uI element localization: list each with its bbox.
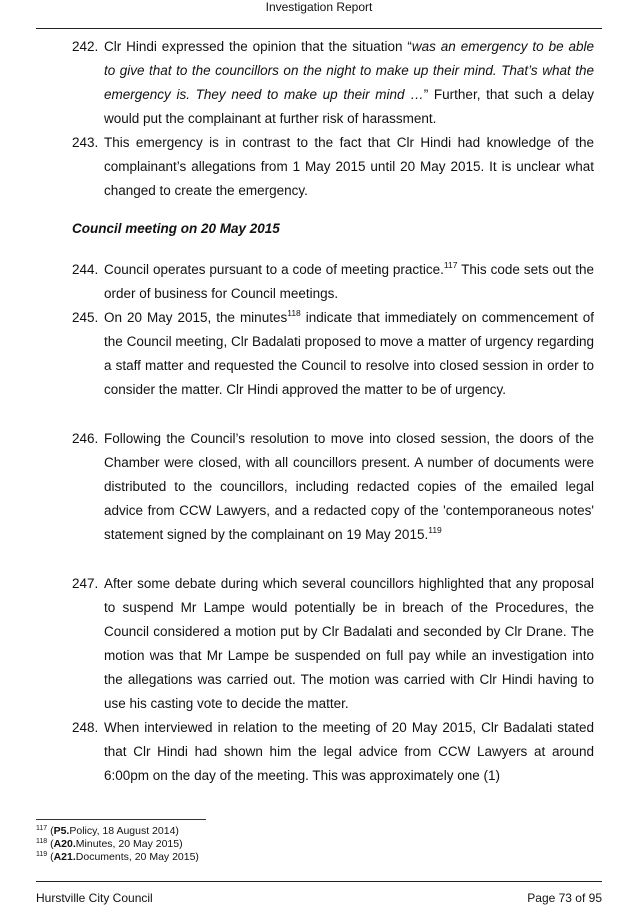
footnote-source-id: P5. [53,825,70,837]
paragraph-245 [72,306,594,402]
footnote-ref[interactable]: 118 [287,308,301,318]
text-run: Clr Hindi expressed the opinion that the situation “ [104,39,412,54]
quotation: was an emergency to be able to give that to the councillors on the night to make up their mind. That’s what the emergency is. They need to make up their mind … [104,39,595,102]
footnote-text: Minutes, 20 May 2015) [75,838,183,850]
footer-organisation: Hurstville City Council [36,891,153,905]
paragraph-number: 246. [72,431,99,446]
paragraph-243 [72,131,594,203]
footnote-ref[interactable]: 117 [443,260,458,270]
text-run: On 20 May 2015, the minutes [104,310,288,325]
paragraph-text: This emergency is in contrast to the fact that Clr Hindi had knowledge of the complainant’s allegations from 1 May 2015 until 20 May 2015. It is unclear what changed to create the emergency. [104,135,594,198]
paragraph-244 [72,258,594,306]
footnote-119: $^{119}$ (A21.Documents, 20 May 2015) [36,851,199,863]
text-run: ” Further, that such a delay would put the complainant at further risk of harassment. [104,87,594,126]
paragraph-text [104,427,594,547]
section-heading: Council meeting on 20 May 2015 [72,221,280,236]
paragraph-number: 243. [72,135,99,150]
text-run: Following the Council’s resolution to move into closed session, the doors of the Chamber were closed, with all councillors present. A number of documents were distributed to the councillors, including redacted copies of the emailed legal advice from CCW Lawyers, and a redacted copy of the 'contemporaneous notes' statement signed by the complainant on 19 May 2015. [104,431,594,542]
paragraph-number: 248. [72,720,99,735]
page-number: Page 73 of 95 [527,891,602,905]
footer-rule [36,881,602,882]
footnote-number: 118 [36,838,48,845]
footnote-ref[interactable]: 119 [428,525,442,535]
paragraph-242 [72,35,594,131]
paragraph-248 [72,716,594,788]
footnote-source-id: A21. [53,851,76,863]
paragraph-247 [72,572,594,716]
header-rule [36,28,602,29]
text-run: indicate that immediately on commencement of the Council meeting, Clr Badalati proposed to move a matter of urgency regarding a staff matter and requested the Council to resolve into closed session in order to consider the matter. Clr Hindi approved the matter to be of urgency. [104,310,594,397]
footnote-rule [36,819,206,820]
footnote-number: 117 [36,825,48,832]
text-run: This code sets out the order of business for Council meetings. [104,262,594,301]
paragraph-text [104,35,594,131]
paragraph-number: 244. [72,262,99,277]
paragraph-text: When interviewed in relation to the meeting of 20 May 2015, Clr Badalati stated that Clr Hindi had shown him the legal advice from CCW Lawyers at around 6:00pm on the day of the meeting. This was approximately one (1) [104,720,594,783]
paragraph-246 [72,427,594,547]
paragraph-number: 242. [72,39,99,54]
paragraph-text [104,258,594,306]
footnote-118: $^{118}$ (A20.Minutes, 20 May 2015) [36,838,183,850]
paragraph-number: 245. [72,310,99,325]
footnote-source-id: A20. [53,838,76,850]
running-header: Investigation Report [265,0,373,14]
text-run: Council operates pursuant to a code of meeting practice. [104,262,444,277]
paragraph-text [104,306,594,402]
footnote-number: 119 [36,851,48,858]
footnote-text: Policy, 18 August 2014) [69,825,179,837]
paragraph-number: 247. [72,576,99,591]
paragraph-text: After some debate during which several councillors highlighted that any proposal to suspend Mr Lampe would potentially be in breach of the Procedures, the Council considered a motion put by Clr Badalati and seconded by Clr Drane. The motion was that Mr Lampe be suspended on full pay while an investigation into the allegations was carried out. The motion was carried with Clr Hindi having to use his casting vote to decide the matter. [104,576,594,711]
footnote-text: Documents, 20 May 2015) [75,851,199,863]
footnote-117: $^{117}$ (P5.Policy, 18 August 2014) [36,825,179,837]
